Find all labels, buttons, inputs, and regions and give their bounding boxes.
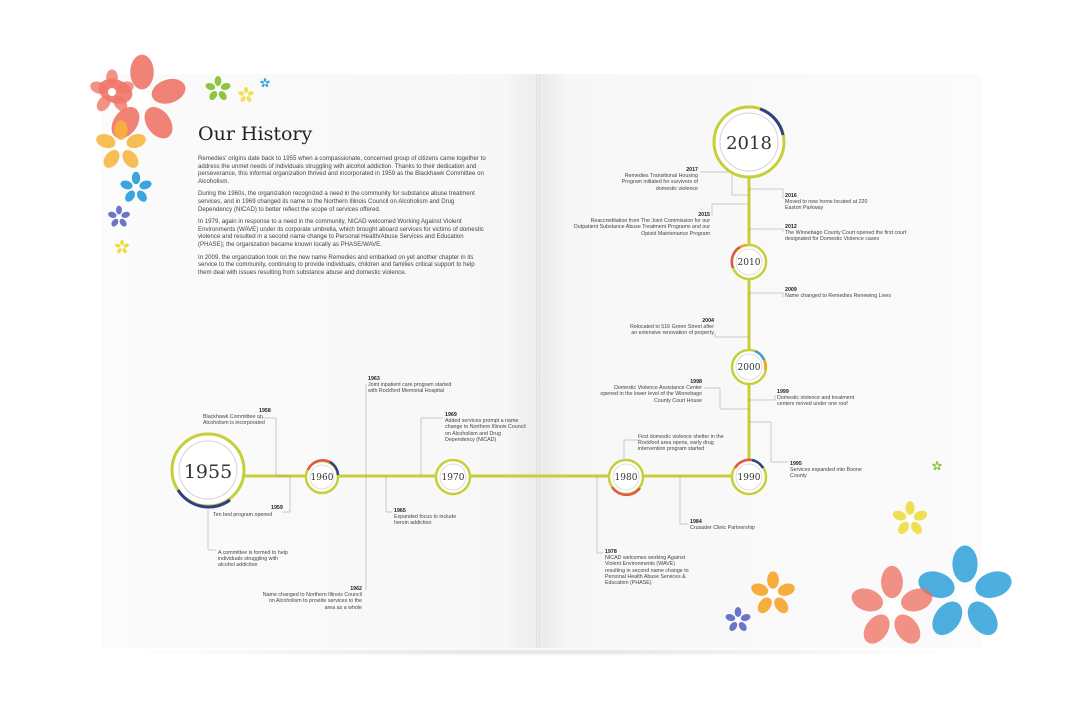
decade-label-2018: 2018 bbox=[726, 133, 772, 154]
history-paragraph-4: In 2009, the organization took on the new name Remedies and embarked on yet another chapter in its service to the community, continuing to provide individuals, children and families critical support to help them deal with issues resulting from substance abuse and domestic violence. bbox=[198, 253, 475, 276]
event-2012: 2012 The Winnebago County Court opened the first court designated for Domestic Violence cases bbox=[785, 224, 907, 243]
decade-label-1970: 1970 bbox=[441, 473, 465, 483]
decade-label-1980: 1980 bbox=[614, 473, 638, 483]
event-2016: 2016 Moved to new home located at 220 Easton Parkway bbox=[785, 193, 868, 212]
event-1969: 1969 Added services prompt a name change to Northern Illinois Council on Alcoholism and Drug Dependency (NICAD) bbox=[445, 412, 526, 443]
event-1978: 1978 NICAD welcomes working Against Violent Environments (WAVE) resulting in second name change to Personal Health Abuse Services & Education (PHASE) bbox=[605, 549, 689, 587]
history-body bbox=[198, 155, 486, 281]
decade-label-1955: 1955 bbox=[183, 461, 233, 483]
decade-label-1990: 1990 bbox=[737, 473, 761, 483]
event-1995: 1995 Services expanded into Boone County bbox=[790, 461, 862, 480]
history-paragraph-3: In 1979, again in response to a need in the community, NICAD welcomed Working Against Violent Environments (WAVE) under its corporate umbrella, which brought aboard services for victims of domestic violence and resulted in a second name change to Personal Health/Abuse Services and Education (PHASE); the organization became known locally as PHASE/WAVE. bbox=[198, 218, 484, 248]
decade-label-2010: 2010 bbox=[737, 258, 761, 268]
event-1998: 1998 Domestic Violence Assistance Center opened in the lower level of the Winnebago County Court House bbox=[600, 379, 702, 404]
event-2017: 2017 Remedies Transitional Housing Program initiated for survivors of domestic violence bbox=[621, 167, 698, 192]
history-paragraph-1: Remedies' origins date back to 1955 when a compassionate, concerned group of citizens came together to address the unmet needs of individuals struggling with alcohol addiction. Thanks to their dedication and perseverance, this informal organization thrived and incorporated in 1959 as the Blackhawk Committee on Alcoholism. bbox=[198, 155, 486, 185]
event-2009: 2009 Name changed to Remedies Renewing Lives bbox=[785, 287, 891, 300]
event-2004: 2004 Relocated to 516 Green Street after an extensive renovation of property bbox=[630, 318, 714, 337]
event-1959: 1959 Ten bed program opened bbox=[213, 505, 283, 518]
page-title: Our History bbox=[198, 123, 313, 145]
event-1965: 1965 Expanded focus to include heroin addiction bbox=[394, 508, 457, 527]
event-1963: 1963 Joint inpatient care program started with Rockford Memorial Hospital bbox=[368, 376, 452, 395]
history-paragraph-2: During the 1960s, the organization recognized a need in the community for substance abuse treatment services, and in 1969 changed its name to the Northern Illinois Council on Alcoholism and Drug Dependency (NICAD) to better reflect the scope of services offered. bbox=[198, 190, 475, 213]
event-2015: 2015 Reaccreditation from The Joint Commission for our Outpatient Substance Abuse Treatment Programs and our Opioid Maintenance Program bbox=[573, 212, 710, 237]
event-1979-shelter: First domestic violence shelter in the Rockford area opens, early drug intervention program started bbox=[638, 434, 724, 453]
decade-label-2000: 2000 bbox=[737, 363, 761, 373]
event-1958: 1958 Blackhawk Committee on Alcoholism is incorporated bbox=[203, 408, 271, 427]
event-1962: 1962 Name changed to Northern Illinois Council on Alcoholism to provide services to the area as a whole bbox=[262, 586, 362, 611]
event-1999: 1999 Domestic violence and treatment centers moved under one roof bbox=[777, 389, 855, 408]
event-1984: 1984 Crusader Clinic Partnership bbox=[690, 519, 755, 532]
decade-label-1960: 1960 bbox=[310, 473, 334, 483]
event-1955-committee: A committee is formed to help individuals struggling with alcohol addiction bbox=[218, 550, 288, 569]
